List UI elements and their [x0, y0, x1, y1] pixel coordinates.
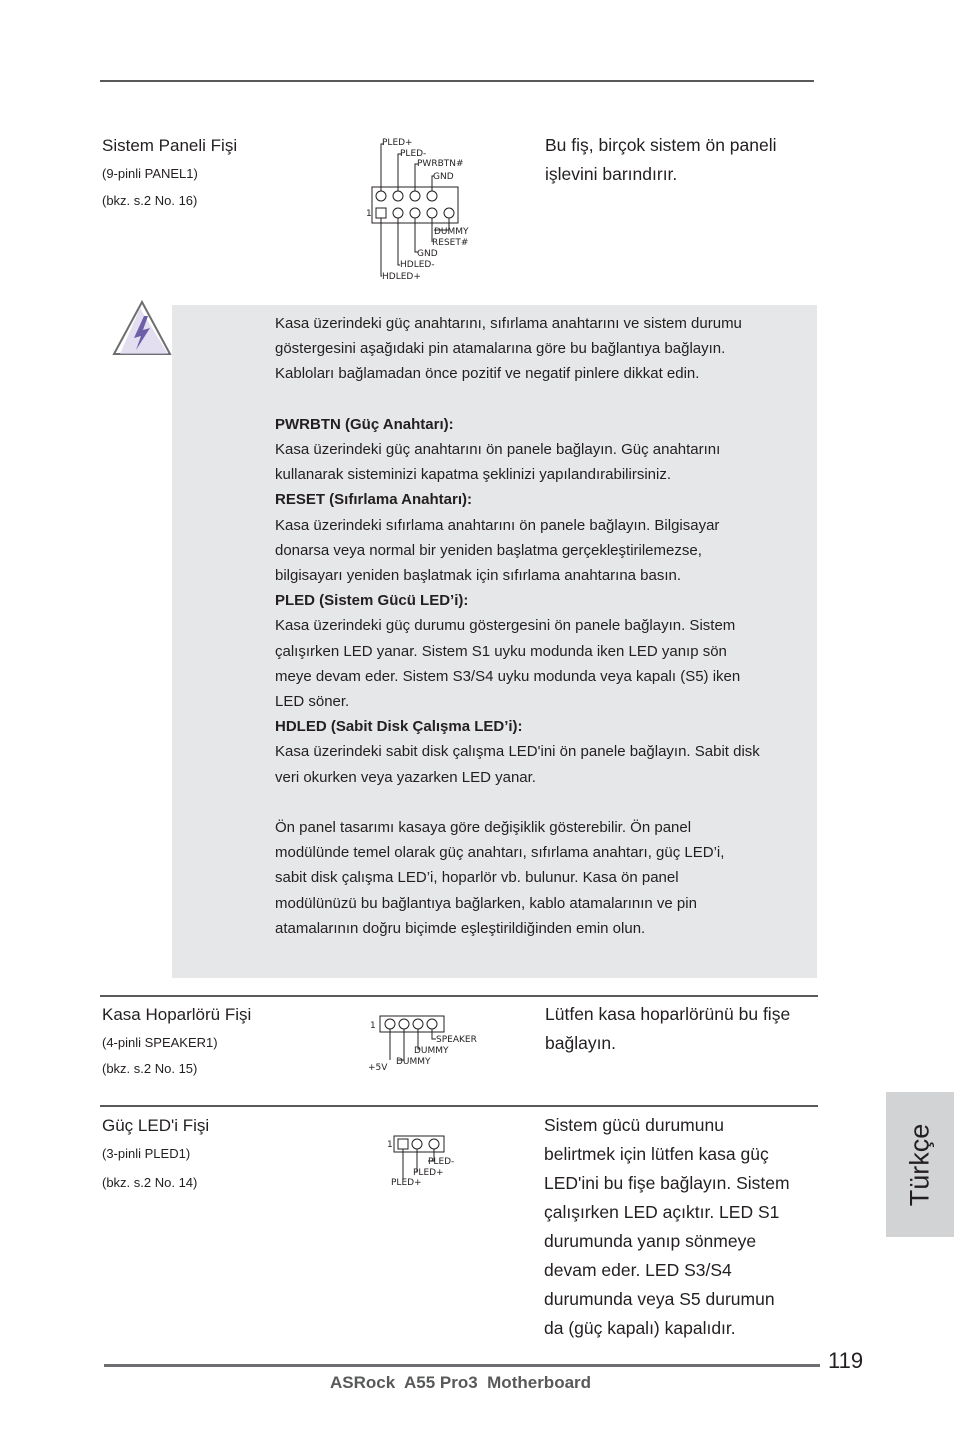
pin-label-speaker-dummy-1: DUMMY — [414, 1046, 449, 1056]
pin-label-pled-header-plus-2: PLED+ — [391, 1178, 422, 1188]
pin-label-speaker-dummy-2: DUMMY — [396, 1057, 431, 1067]
top-rule — [100, 80, 814, 82]
panel-description: Bu fiş, birçok sistem ön paneli işlevini barındırır. — [545, 135, 777, 184]
speaker-reference: (bkz. s.2 No. 15) — [102, 1061, 198, 1076]
speaker-title: Kasa Hoparlörü Fişi — [102, 1005, 252, 1024]
panel-reference: (bkz. s.2 No. 16) — [102, 193, 198, 208]
footer-rule — [104, 1364, 820, 1367]
panel-header-diagram — [362, 132, 502, 284]
pin-label-dummy: DUMMY — [434, 227, 469, 237]
pled-description: Sistem gücü durumunu belirtmek için lütfen kasa güç LED'ini bu fişe bağlayın. Sistem çalışırken LED açıktır. LED S1 durumunda yanıp sönmeye devam eder. LED S3/S4 durumunda veya S5 durumun da (güç kapalı) kapalıdır. — [544, 1115, 790, 1338]
pled-header-diagram — [386, 1130, 476, 1188]
page-number: 119 — [828, 1348, 864, 1373]
pled-heading: PLED (Sistem Gücü LED’i): — [275, 592, 469, 610]
speaker-header-diagram — [364, 1012, 494, 1074]
pin-label-pled-plus: PLED+ — [382, 138, 413, 148]
footer-product-name: ASRock A55 Pro3 Motherboard — [330, 1373, 592, 1392]
pin-label-hdled-plus: HDLED+ — [382, 272, 421, 282]
pin-label-pwrbtn: PWRBTN# — [417, 159, 464, 169]
panel-title: Sistem Paneli Fişi — [102, 136, 238, 155]
pin-label-pled-header-minus: PLED- — [428, 1157, 455, 1167]
warning-lightning-icon — [110, 298, 174, 358]
pled-pin1-label: 1 — [387, 1140, 393, 1150]
speaker-description: Lütfen kasa hoparlörünü bu fişe bağlayın. — [545, 1004, 791, 1053]
pled-rule — [100, 1105, 818, 1107]
pin-label-reset: RESET# — [432, 238, 469, 248]
note-text: Kasa üzerindeki güç anahtarını, sıfırlama anahtarını ve sistem durumu göstergesini aşağıdaki pin atamalarına göre bu bağlantıya bağlayın. Kabloları bağlamadan önce pozitif ve negatif pinlere dikkat edin. PWRBTN (Güç Anahtarı): Kasa üzerindeki güç anahtarını ön panele bağlayın. Güç anahtarını kullanarak sisteminizi kapatma şeklinizi yapılandırabilirsiniz. RESET (Sıfırlama Anahtarı): Kasa üzerindeki sıfırlama anahtarını ön panele bağlayın. Bilgisayar donarsa veya normal bir yeniden başlatma gerçekleştirilemezse, bilgisayarı yeniden başlatmak için sıfırlama anahtarına basın. PLED (Sistem Gücü LED’i): Kasa üzerindeki güç durumu göstergesini ön panele bağlayın. Sistem çalışırken LED yanar. Sistem S1 uyku modunda iken LED yanıp sön meye devam eder. Sistem S3/S4 uyku modunda veya kapalı (S5) iken LED söner. HDLED (Sabit Disk Çalışma LED’i): Kasa üzerindeki sabit disk çalışma LED'ini ön panele bağlayın. Sabit disk veri okurken veya yazarken LED yanar. Ön panel tasarımı kasaya göre değişiklik gösterebilir. Ön panel modülünde temel olarak güç anahtarı, sıfırlama anahtarı, güç LED’i, sabit disk çalışma LED’i, hoparlör vb. bulunur. Kasa ön panel modülünüzü bu bağlantıya bağlarken, kablo atamalarının ve pin atamalarının doğru biçimde eşleştirildiğinden emin olun. — [275, 311, 823, 941]
panel-pin1-label: 1 — [366, 209, 372, 219]
pin-label-5v: +5V — [368, 1063, 388, 1073]
pin-label-hdled-minus: HDLED- — [400, 260, 435, 270]
pin-label-speaker: SPEAKER — [436, 1035, 477, 1045]
pin-label-gnd-bottom: GND — [417, 249, 438, 259]
speaker-pin1-label: 1 — [370, 1021, 376, 1031]
pled-title: Güç LED'i Fişi — [102, 1116, 210, 1135]
pled-reference: (bkz. s.2 No. 14) — [102, 1175, 198, 1190]
pwrbtn-heading: PWRBTN (Güç Anahtarı): — [275, 415, 454, 433]
pled-subtitle: (3-pinli PLED1) — [102, 1146, 191, 1161]
pin-label-gnd-top: GND — [433, 172, 454, 182]
hdled-heading: HDLED (Sabit Disk Çalışma LED’i): — [275, 718, 523, 736]
reset-heading: RESET (Sıfırlama Anahtarı): — [275, 491, 472, 509]
speaker-subtitle: (4-pinli SPEAKER1) — [102, 1035, 218, 1050]
pin-label-pled-minus: PLED- — [400, 149, 427, 159]
pin-label-pled-header-plus-1: PLED+ — [413, 1168, 444, 1178]
panel-subtitle: (9-pinli PANEL1) — [102, 166, 198, 181]
language-tab: Türkçe — [886, 1092, 954, 1237]
speaker-rule — [100, 995, 818, 997]
